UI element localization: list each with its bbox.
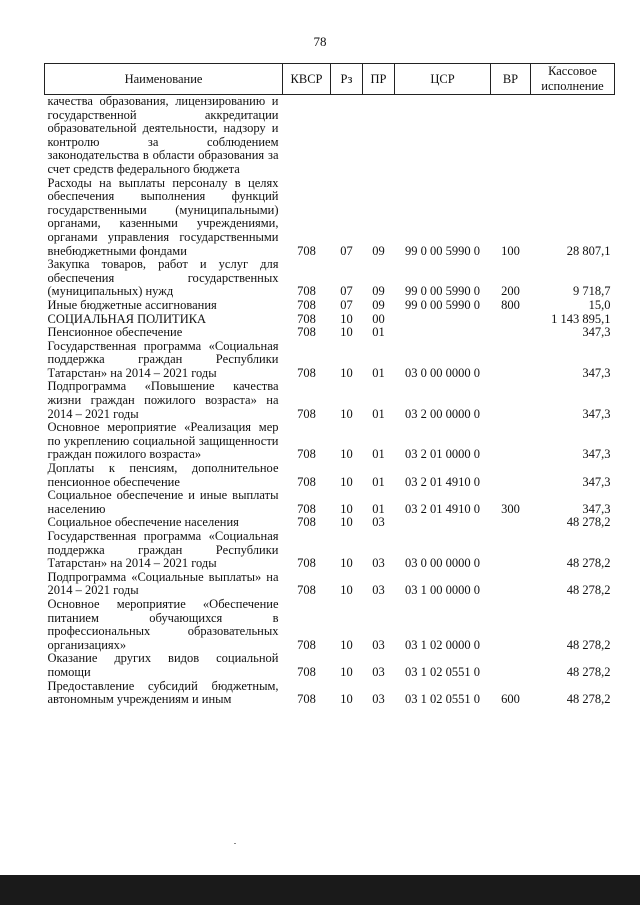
table-row bbox=[45, 177, 615, 259]
row-csr: 03 0 00 0000 0 bbox=[405, 556, 480, 571]
table-row bbox=[45, 598, 615, 652]
row-vr bbox=[491, 598, 531, 652]
row-kvsr: 708 bbox=[297, 311, 316, 326]
row-pr: 03 bbox=[372, 637, 385, 652]
row-kvsr: 708 bbox=[297, 501, 316, 516]
row-cash-execution: 48 278,2 bbox=[566, 637, 611, 652]
row-rz: 10 bbox=[340, 637, 353, 652]
scan-speck bbox=[234, 843, 236, 844]
header-cash-execution-line1: Кассовое bbox=[548, 64, 597, 78]
row-name: качества образования, лицензированию и государственной аккредитации образовательной деятельности, надзору и контролю за соблюдением законодательства в области образования за счет средств федерального бюджета bbox=[47, 94, 279, 176]
table-row bbox=[45, 516, 615, 530]
row-kvsr: 708 bbox=[297, 447, 316, 462]
row-kvsr: 708 bbox=[297, 664, 316, 679]
header-csr: ЦСР bbox=[395, 64, 491, 95]
row-pr: 01 bbox=[372, 501, 385, 516]
row-vr bbox=[491, 313, 531, 327]
row-rz: 10 bbox=[340, 474, 353, 489]
row-vr bbox=[491, 652, 531, 679]
row-rz: 07 bbox=[340, 284, 353, 299]
row-rz: 10 bbox=[340, 501, 353, 516]
row-csr: 03 0 00 0000 0 bbox=[405, 365, 480, 380]
row-name: Государственная программа «Социальная поддержка граждан Республики Татарстан» на 2014 – 2021 годы bbox=[47, 338, 279, 380]
row-rz bbox=[331, 95, 363, 177]
row-name: Закупка товаров, работ и услуг для обеспечения государственных (муниципальных) нужд bbox=[47, 257, 279, 299]
row-name: Расходы на выплаты персоналу в целях обеспечения выполнения функций государственными (муниципальными) органами, казенными учреждениями, органами управления государственными внебюджетными фондами bbox=[47, 175, 279, 258]
table-row bbox=[45, 489, 615, 516]
row-name: Подпрограмма «Повышение качества жизни граждан пожилого возраста» на 2014 – 2021 годы bbox=[47, 379, 279, 421]
row-kvsr: 708 bbox=[297, 297, 316, 312]
row-csr bbox=[395, 326, 491, 340]
row-rz: 10 bbox=[340, 583, 353, 598]
row-pr: 03 bbox=[372, 515, 385, 530]
row-rz: 10 bbox=[340, 692, 353, 707]
row-csr: 03 2 01 0000 0 bbox=[405, 447, 480, 462]
row-name: Основное мероприятие «Реализация мер по укреплению социальной защищенности граждан пожилого возраста» bbox=[47, 420, 279, 462]
row-name: Иные бюджетные ассигнования bbox=[47, 297, 217, 312]
row-name: Социальное обеспечение и иные выплаты населению bbox=[47, 488, 279, 516]
row-csr bbox=[395, 313, 491, 327]
row-pr: 01 bbox=[372, 325, 385, 340]
row-kvsr: 708 bbox=[297, 515, 316, 530]
row-pr: 00 bbox=[372, 311, 385, 326]
row-pr: 01 bbox=[372, 406, 385, 421]
row-kvsr: 708 bbox=[297, 637, 316, 652]
row-rz: 10 bbox=[340, 365, 353, 380]
row-cash-execution: 48 278,2 bbox=[566, 583, 611, 598]
row-vr bbox=[491, 340, 531, 381]
header-name: Наименование bbox=[45, 64, 283, 95]
row-name: Государственная программа «Социальная поддержка граждан Республики Татарстан» на 2014 – 2021 годы bbox=[47, 529, 279, 571]
table-row bbox=[45, 530, 615, 571]
table-row bbox=[45, 680, 615, 707]
row-kvsr: 708 bbox=[297, 583, 316, 598]
row-name: СОЦИАЛЬНАЯ ПОЛИТИКА bbox=[47, 311, 207, 326]
table-row bbox=[45, 462, 615, 489]
row-cash-execution: 48 278,2 bbox=[566, 556, 611, 571]
row-name: Оказание других видов социальной помощи bbox=[47, 651, 279, 679]
row-rz: 10 bbox=[340, 406, 353, 421]
row-kvsr: 708 bbox=[297, 406, 316, 421]
row-pr: 09 bbox=[372, 243, 385, 258]
row-vr bbox=[491, 95, 531, 177]
row-csr: 03 1 02 0551 0 bbox=[405, 664, 480, 679]
row-kvsr bbox=[283, 95, 331, 177]
header-cash-execution bbox=[531, 64, 615, 95]
row-csr: 03 2 01 4910 0 bbox=[405, 474, 480, 489]
table-body bbox=[45, 95, 615, 707]
row-cash-execution: 9 718,7 bbox=[573, 284, 611, 299]
row-name: Пенсионное обеспечение bbox=[47, 325, 183, 340]
table-row bbox=[45, 299, 615, 313]
row-kvsr: 708 bbox=[297, 556, 316, 571]
table-row bbox=[45, 95, 615, 177]
table-row bbox=[45, 571, 615, 598]
table-row bbox=[45, 340, 615, 381]
row-cash-execution: 1 143 895,1 bbox=[551, 311, 611, 326]
row-name: Предоставление субсидий бюджетным, автономным учреждениям и иным bbox=[47, 678, 279, 707]
row-cash-execution: 48 278,2 bbox=[566, 515, 611, 530]
budget-table-container bbox=[44, 63, 614, 707]
table-row bbox=[45, 380, 615, 421]
row-pr: 03 bbox=[372, 556, 385, 571]
row-cash-execution: 48 278,2 bbox=[566, 692, 611, 707]
header-kvsr: КВСР bbox=[283, 64, 331, 95]
row-kvsr: 708 bbox=[297, 692, 316, 707]
row-rz: 10 bbox=[340, 325, 353, 340]
table-header bbox=[45, 64, 615, 95]
row-pr: 03 bbox=[372, 664, 385, 679]
page-number: 78 bbox=[313, 34, 327, 49]
row-rz: 07 bbox=[340, 297, 353, 312]
row-cash-execution: 347,3 bbox=[582, 501, 611, 516]
budget-execution-table bbox=[44, 63, 615, 707]
row-csr: 03 1 02 0000 0 bbox=[405, 637, 480, 652]
row-csr: 99 0 00 5990 0 bbox=[405, 297, 480, 312]
row-cash-execution: 347,3 bbox=[582, 365, 611, 380]
row-csr: 03 2 01 4910 0 bbox=[405, 501, 480, 516]
row-cash-execution: 347,3 bbox=[582, 325, 611, 340]
row-vr bbox=[491, 326, 531, 340]
row-csr: 99 0 00 5990 0 bbox=[405, 243, 480, 258]
table-row bbox=[45, 258, 615, 299]
header-cash-execution-line2: исполнение bbox=[541, 79, 604, 93]
row-pr: 01 bbox=[372, 474, 385, 489]
table-row bbox=[45, 652, 615, 679]
table-row bbox=[45, 326, 615, 340]
header-rz: Рз bbox=[331, 64, 363, 95]
row-pr: 09 bbox=[372, 284, 385, 299]
row-kvsr: 708 bbox=[297, 243, 316, 258]
row-csr: 99 0 00 5990 0 bbox=[405, 284, 480, 299]
table-row bbox=[45, 313, 615, 327]
row-vr: 100 bbox=[501, 243, 520, 258]
row-name: Подпрограмма «Социальные выплаты» на 2014 – 2021 годы bbox=[47, 569, 279, 598]
row-csr: 03 2 00 0000 0 bbox=[405, 406, 480, 421]
row-cash-execution bbox=[531, 95, 615, 177]
row-rz: 07 bbox=[340, 243, 353, 258]
row-vr bbox=[491, 530, 531, 571]
row-name: Социальное обеспечение населения bbox=[47, 515, 239, 530]
row-kvsr: 708 bbox=[297, 325, 316, 340]
row-cash-execution: 347,3 bbox=[582, 406, 611, 421]
row-rz: 10 bbox=[340, 447, 353, 462]
row-pr: 09 bbox=[372, 297, 385, 312]
row-pr: 01 bbox=[372, 365, 385, 380]
row-csr: 03 1 00 0000 0 bbox=[405, 583, 480, 598]
row-pr bbox=[363, 95, 395, 177]
row-rz: 10 bbox=[340, 515, 353, 530]
row-kvsr: 708 bbox=[297, 365, 316, 380]
row-vr: 200 bbox=[501, 284, 520, 299]
row-vr bbox=[491, 571, 531, 598]
row-rz: 10 bbox=[340, 311, 353, 326]
row-pr: 03 bbox=[372, 692, 385, 707]
row-vr bbox=[491, 462, 531, 489]
row-vr: 300 bbox=[501, 501, 520, 516]
row-csr: 03 1 02 0551 0 bbox=[405, 692, 480, 707]
row-vr bbox=[491, 421, 531, 462]
row-name: Доплаты к пенсиям, дополнительное пенсионное обеспечение bbox=[47, 461, 279, 489]
header-vr: ВР bbox=[491, 64, 531, 95]
row-csr bbox=[395, 516, 491, 530]
row-cash-execution: 347,3 bbox=[582, 474, 611, 489]
row-csr bbox=[395, 95, 491, 177]
row-pr: 03 bbox=[372, 583, 385, 598]
row-pr: 01 bbox=[372, 447, 385, 462]
row-rz: 10 bbox=[340, 664, 353, 679]
row-kvsr: 708 bbox=[297, 284, 316, 299]
row-cash-execution: 28 807,1 bbox=[566, 243, 611, 258]
row-rz: 10 bbox=[340, 556, 353, 571]
row-vr bbox=[491, 516, 531, 530]
row-name: Основное мероприятие «Обеспечение питанием обучающихся в профессиональных образовательных организациях» bbox=[47, 596, 279, 652]
scan-bottom-edge bbox=[0, 875, 640, 905]
row-vr: 800 bbox=[501, 297, 520, 312]
row-cash-execution: 48 278,2 bbox=[566, 664, 611, 679]
table-row bbox=[45, 421, 615, 462]
header-pr: ПР bbox=[363, 64, 395, 95]
row-vr bbox=[491, 380, 531, 421]
row-kvsr: 708 bbox=[297, 474, 316, 489]
row-cash-execution: 347,3 bbox=[582, 447, 611, 462]
row-cash-execution: 15,0 bbox=[588, 297, 611, 312]
row-vr: 600 bbox=[501, 692, 520, 707]
